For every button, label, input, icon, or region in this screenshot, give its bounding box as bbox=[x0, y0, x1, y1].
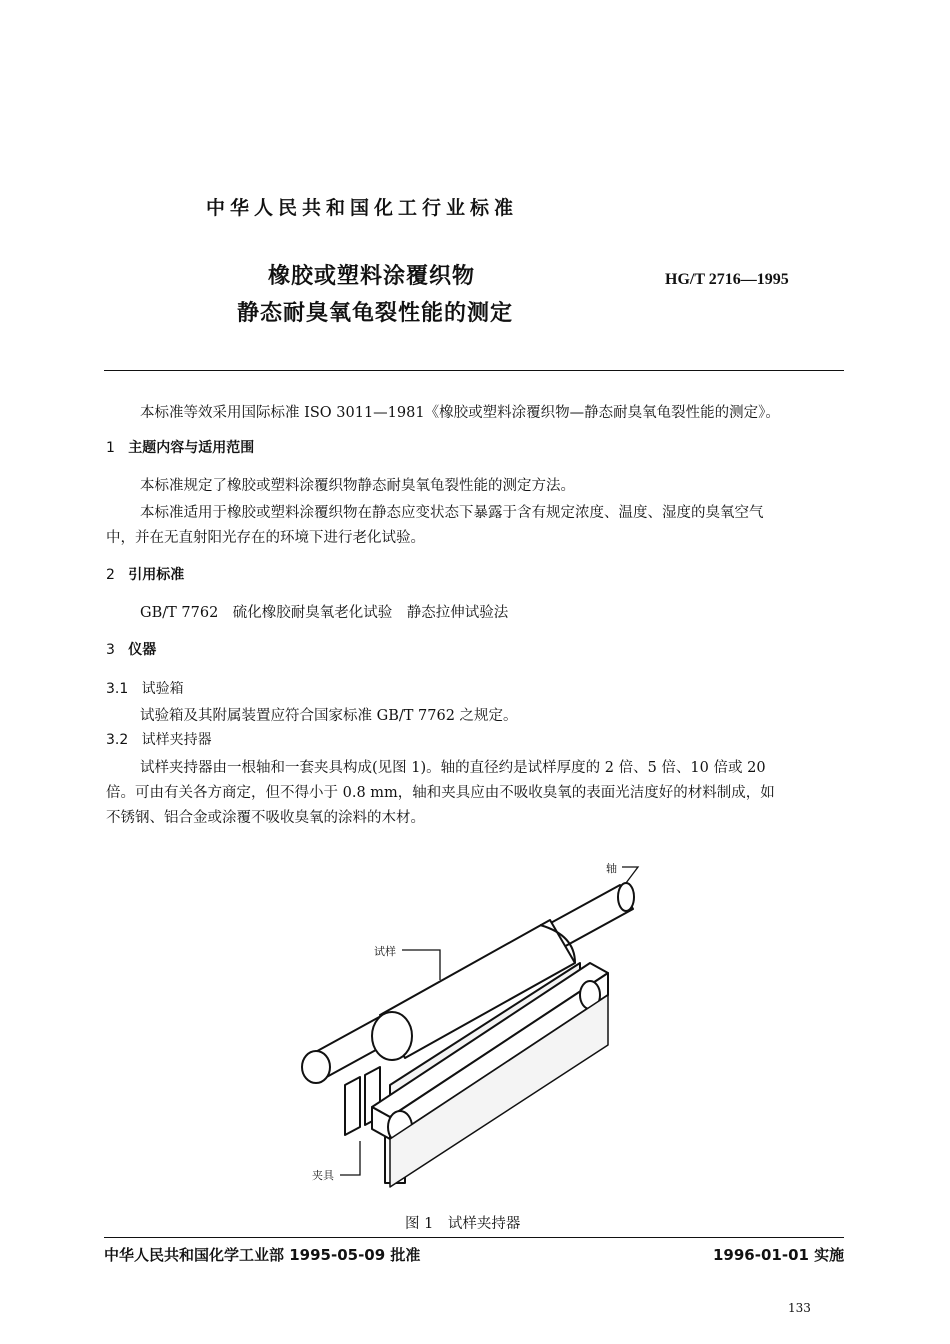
section-2-heading bbox=[106, 564, 184, 584]
section-3-2-line-3: 不锈钢、铝合金或涂覆不吸收臭氧的涂料的木材。 bbox=[106, 810, 425, 826]
section-3-1-title: 试验箱 bbox=[141, 681, 184, 697]
section-3-2-title: 试样夹持器 bbox=[141, 732, 212, 748]
document-title-line2: 静态耐臭氧龟裂性能的测定 bbox=[237, 301, 514, 326]
effective-date: 1996-01-01 实施 bbox=[713, 1246, 845, 1264]
section-3-title: 仪器 bbox=[128, 642, 157, 658]
section-1-number: 1 bbox=[106, 440, 115, 456]
figure-caption: 图 1 试样夹持器 bbox=[405, 1216, 521, 1232]
label-shaft: 轴 bbox=[606, 862, 617, 875]
section-1-title: 主题内容与适用范围 bbox=[128, 440, 255, 456]
label-specimen: 试样 bbox=[374, 945, 396, 958]
section-1-paragraph-1: 本标准规定了橡胶或塑料涂覆织物静态耐臭氧龟裂性能的测定方法。 bbox=[140, 478, 575, 494]
footer-rule bbox=[104, 1237, 844, 1238]
section-1-paragraph-2a: 本标准适用于橡胶或塑料涂覆织物在静态应变状态下暴露于含有规定浓度、温度、湿度的臭氧空气 bbox=[140, 505, 764, 521]
standard-type-heading: 中华人民共和国化工行业标准 bbox=[206, 197, 519, 219]
standard-code: HG/T 2716—1995 bbox=[665, 271, 789, 288]
specimen-holder-figure bbox=[290, 845, 660, 1195]
label-clamp: 夹具 bbox=[312, 1169, 334, 1182]
section-3-2-number: 3.2 bbox=[106, 732, 129, 748]
approval-line: 中华人民共和国化学工业部 1995-05-09 批准 bbox=[104, 1246, 421, 1264]
section-1-paragraph-2b: 中，并在无直射阳光存在的环境下进行老化试验。 bbox=[106, 530, 425, 546]
section-3-heading bbox=[106, 639, 156, 659]
section-3-1-text: 试验箱及其附属装置应符合国家标准 GB/T 7762 之规定。 bbox=[140, 708, 518, 724]
section-2-reference: GB/T 7762 硫化橡胶耐臭氧老化试验 静态拉伸试验法 bbox=[140, 605, 509, 621]
section-3-2-line-1: 试样夹持器由一根轴和一套夹具构成(见图 1)。轴的直径约是试样厚度的 2 倍、5 倍、10 倍或 20 bbox=[140, 760, 766, 776]
section-1-heading bbox=[106, 437, 254, 457]
section-2-title: 引用标准 bbox=[128, 567, 185, 583]
document-title-line1: 橡胶或塑料涂覆织物 bbox=[268, 264, 476, 289]
intro-paragraph: 本标准等效采用国际标准 ISO 3011—1981《橡胶或塑料涂覆织物—静态耐臭氧龟裂性能的测定》。 bbox=[140, 405, 780, 421]
section-3-2-line-2: 倍。可由有关各方商定，但不得小于 0.8 mm，轴和夹具应由不吸收臭氧的表面光洁度好的材料制成，如 bbox=[106, 785, 775, 801]
section-3-2-heading bbox=[106, 729, 212, 749]
section-2-number: 2 bbox=[106, 567, 115, 583]
section-3-1-number: 3.1 bbox=[106, 681, 129, 697]
page-number: 133 bbox=[788, 1301, 811, 1315]
section-3-1-heading bbox=[106, 678, 184, 698]
section-3-number: 3 bbox=[106, 642, 115, 658]
header-rule bbox=[104, 370, 844, 371]
